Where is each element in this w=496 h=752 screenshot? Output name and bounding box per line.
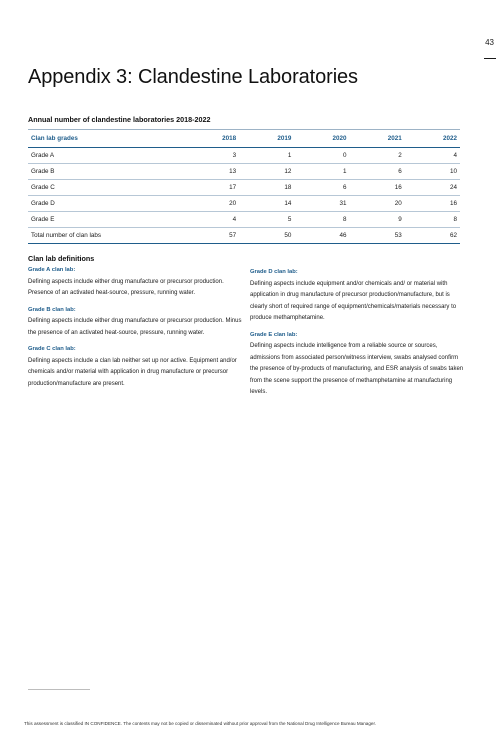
- definition-text: Defining aspects include intelligence from a reliable source or sources, admissions from associated person/witness interview, swabs analysed confirm the presence of by-products of manufacturing, and ESR analysis of swabs taken from the scene support the presence of methamphetamine at manufacturing levels.: [250, 343, 464, 395]
- definition-heading: Grade E clan lab:: [250, 331, 298, 338]
- page-title: Appendix 3: Clandestine Laboratories: [28, 66, 358, 88]
- row-label: Grade A: [28, 148, 184, 164]
- column-header-2021: 2021: [350, 130, 405, 148]
- classification-footer: This assessment is classified IN CONFIDENCE. The contents may not be copied or disseminated without prior approval from the National Drug Intelligence Bureau Manager.: [24, 721, 377, 726]
- definitions-left-column: [28, 265, 242, 395]
- table-cell: 2: [350, 148, 405, 164]
- total-cell: 57: [184, 228, 239, 244]
- table-cell: 1: [294, 164, 349, 180]
- definition-heading: Grade D clan lab:: [250, 269, 298, 275]
- definition-heading: Grade A clan lab:: [28, 267, 76, 273]
- definition-text: Defining aspects include either drug manufacture or precursor production. Presence of an activated heat-source, pressure, running water.: [28, 278, 224, 296]
- table-total-row: [28, 228, 460, 244]
- table-row: [28, 180, 460, 196]
- column-header-2022: 2022: [405, 130, 460, 148]
- definition-text: Defining aspects include equipment and/or chemicals and/ or material with application in drug manufacture of precursor production/manufacture, but is clearly short of required range of equipment/chemicals/materials necessary to produce methamphetamine.: [250, 280, 457, 321]
- clan-lab-table: [28, 129, 460, 244]
- table-cell: 17: [184, 180, 239, 196]
- footer-divider: [28, 689, 90, 690]
- row-label: Grade B: [28, 164, 184, 180]
- definitions-right-column: [250, 267, 464, 404]
- table-cell: 12: [239, 164, 294, 180]
- definition-text: Defining aspects include a clan lab neither set up nor active. Equipment and/or chemicals and/or material with application in drug manufacture or precursor production/manufacture are present.: [28, 357, 237, 387]
- table-cell: 4: [184, 212, 239, 228]
- total-cell: 53: [350, 228, 405, 244]
- table-cell: 0: [294, 148, 349, 164]
- total-cell: 46: [294, 228, 349, 244]
- total-cell: 62: [405, 228, 460, 244]
- definition-grade-d: [250, 267, 464, 325]
- table-cell: 16: [350, 180, 405, 196]
- table-cell: 31: [294, 196, 349, 212]
- table-cell: 6: [294, 180, 349, 196]
- column-header-2020: 2020: [294, 130, 349, 148]
- row-label: Grade C: [28, 180, 184, 196]
- table-cell: 3: [184, 148, 239, 164]
- definitions-title: Clan lab definitions: [28, 254, 95, 263]
- definition-text: Defining aspects include either drug manufacture or precursor production. Minus the presence of an activated heat-source, pressure, running water.: [28, 318, 242, 336]
- page-number: 43: [485, 38, 494, 47]
- table-row: [28, 196, 460, 212]
- table-cell: 1: [239, 148, 294, 164]
- table-cell: 20: [350, 196, 405, 212]
- table-cell: 20: [184, 196, 239, 212]
- table-header-row: [28, 130, 460, 148]
- table-cell: 24: [405, 180, 460, 196]
- total-row-label: Total number of clan labs: [28, 228, 184, 244]
- total-cell: 50: [239, 228, 294, 244]
- table-cell: 6: [350, 164, 405, 180]
- definition-heading: Grade B clan lab:: [28, 306, 76, 313]
- page-number-divider: [484, 58, 496, 59]
- definition-heading: Grade C clan lab:: [28, 346, 76, 352]
- table-cell: 10: [405, 164, 460, 180]
- definition-grade-b: [28, 305, 242, 340]
- table-cell: 8: [294, 212, 349, 228]
- table-row: [28, 212, 460, 228]
- row-label: Grade D: [28, 196, 184, 212]
- table-cell: 13: [184, 164, 239, 180]
- table-title: Annual number of clandestine laboratories 2018-2022: [28, 115, 211, 124]
- table-cell: 5: [239, 212, 294, 228]
- definition-grade-c: [28, 344, 242, 390]
- table-cell: 18: [239, 180, 294, 196]
- table-cell: 14: [239, 196, 294, 212]
- row-label: Grade E: [28, 212, 184, 228]
- definition-grade-e: [250, 330, 464, 399]
- table-cell: 8: [405, 212, 460, 228]
- definition-grade-a: [28, 265, 242, 300]
- column-header-2019: 2019: [239, 130, 294, 148]
- column-header-2018: 2018: [184, 130, 239, 148]
- table-cell: 9: [350, 212, 405, 228]
- table-row: [28, 164, 460, 180]
- table-cell: 16: [405, 196, 460, 212]
- table-row: [28, 148, 460, 164]
- table-cell: 4: [405, 148, 460, 164]
- column-header-grades: Clan lab grades: [28, 130, 184, 148]
